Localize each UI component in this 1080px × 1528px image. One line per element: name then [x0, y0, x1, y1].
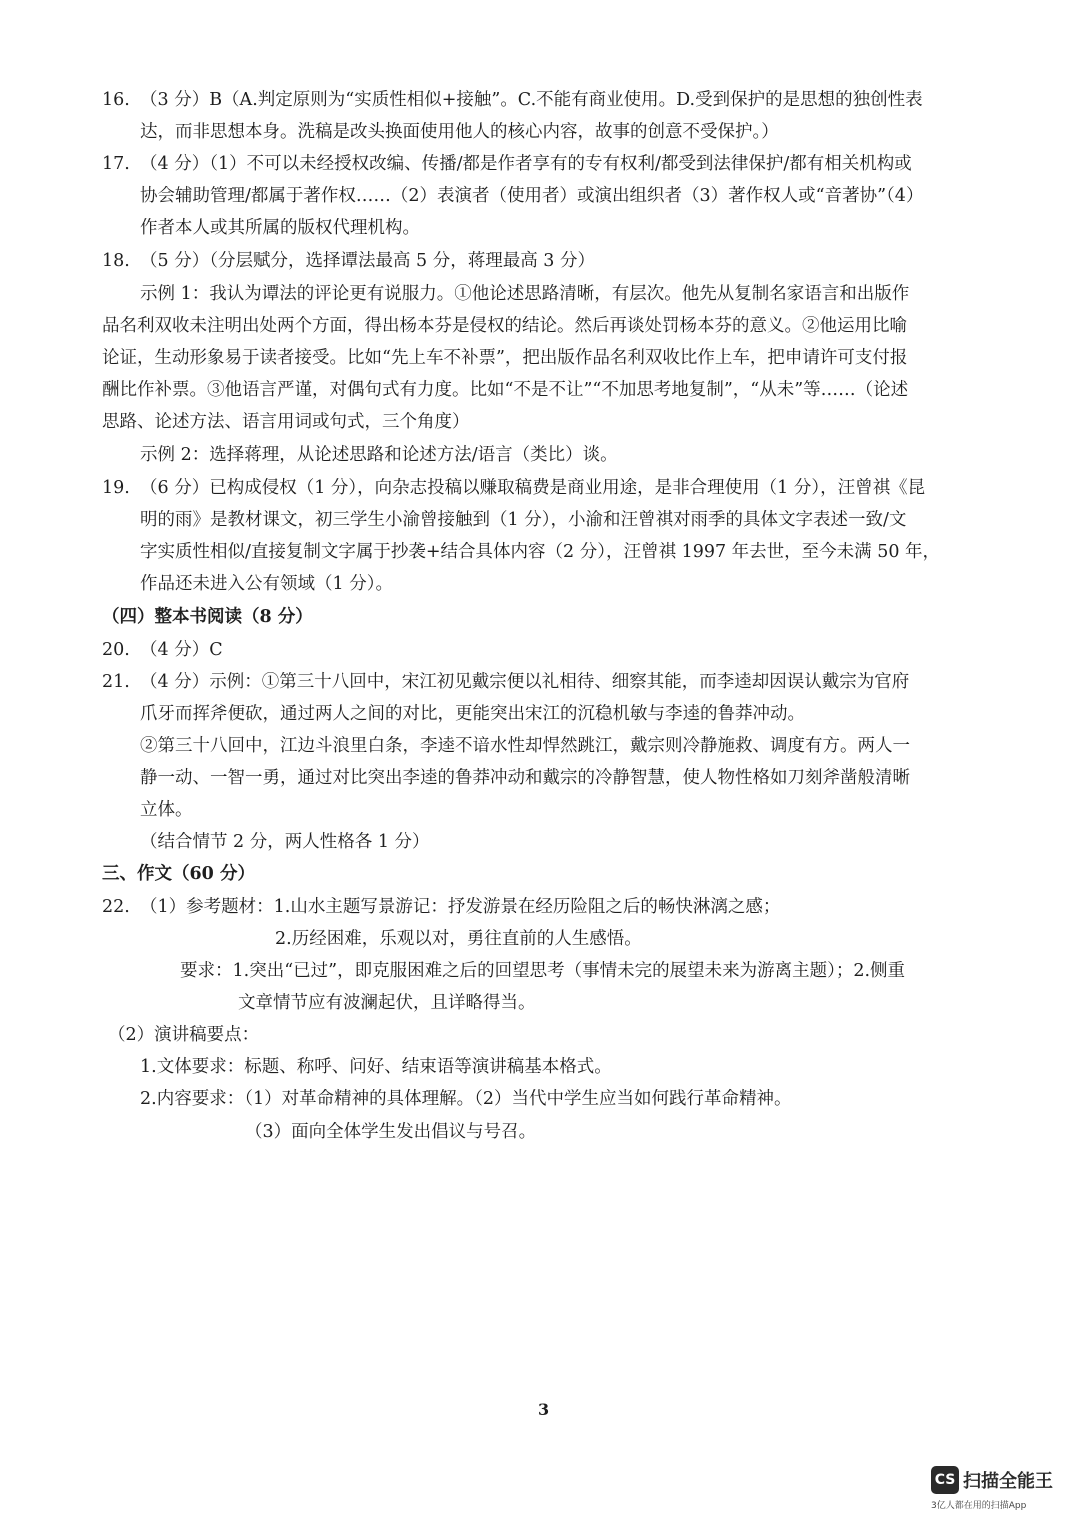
q19-line-2: 明的雨》是教材课文，初三学生小渝曾接触到（1 分），小渝和汪曾祺对雨季的具体文字表述一致/文 [140, 510, 907, 530]
question-number-16: 16. [102, 90, 130, 110]
watermark-subtitle: 3亿人都在用的扫描App [931, 1501, 1027, 1511]
question-number-21: 21. [102, 672, 130, 692]
q18-example-1-line-1: 示例 1：我认为谭法的评论更有说服力。①他论述思路清晰，有层次。他先从复制名家语言和出版作 [140, 284, 910, 304]
q22-speech-point-1: 1.文体要求：标题、称呼、问好、结束语等演讲稿基本格式。 [140, 1057, 612, 1077]
q18-example-2: 示例 2：选择蒋理，从论述思路和论述方法/语言（类比）谈。 [140, 445, 618, 465]
q22-line-1: （1）参考题材：1.山水主题写景游记：抒发游景在经历险阻之后的畅快淋漓之感； [140, 897, 781, 917]
q16-line-2: 达，而非思想本身。洗稿是改头换面使用他人的核心内容，故事的创意不受保护。） [140, 122, 779, 142]
q18-example-1-line-2: 品名利双收未注明出处两个方面，得出杨本芬是侵权的结论。然后再谈处罚杨本芬的意义。②他运用比喻 [102, 316, 907, 336]
q16-line-1: （3 分）B（A.判定原则为“实质性相似+接触”。C.不能有商业使用。D.受到保护的是思想的独创性表 [140, 90, 923, 110]
q22-speech-point-2-sub-3: （3）面向全体学生发出倡议与号召。 [245, 1122, 537, 1142]
question-number-20: 20. [102, 640, 130, 660]
scanner-watermark [931, 1466, 1059, 1512]
question-number-18: 18. [102, 251, 130, 271]
q21-line-5: 立体。 [140, 800, 193, 820]
section-heading-whole-book-reading: （四）整本书阅读（8 分） [102, 607, 313, 627]
q22-line-2: 2.历经困难，乐观以对，勇往直前的人生感悟。 [275, 929, 642, 949]
q21-line-2: 爪牙而挥斧便砍，通过两人之间的对比，更能突出宋江的沉稳机敏与李逵的鲁莽冲动。 [140, 704, 805, 724]
page-number: 3 [538, 1400, 550, 1419]
q21-scoring-note: （结合情节 2 分，两人性格各 1 分） [140, 832, 430, 852]
q18-example-1-line-4: 酬比作补票。③他语言严谨，对偶句式有力度。比如“不是不让”“不加思考地复制”，“从未”等……（论述 [102, 380, 909, 400]
q18-example-1-line-3: 论证，生动形象易于读者接受。比如“先上车不补票”，把出版作品名利双收比作上车，把申请许可支付报 [102, 348, 908, 368]
q19-line-1: （6 分）已构成侵权（1 分），向杂志投稿以赚取稿费是商业用途，是非合理使用（1 分），汪曾祺《昆 [140, 478, 926, 498]
q19-line-4: 作品还未进入公有领域（1 分）。 [140, 574, 393, 594]
q17-line-1: （4 分）（1）不可以未经授权改编、传播/都是作者享有的专有权利/都受到法律保护/都有相关机构或 [140, 154, 912, 174]
q21-line-1: （4 分）示例：①第三十八回中，宋江初见戴宗便以礼相待、细察其能，而李逵却因误认戴宗为官府 [140, 672, 910, 692]
question-number-17: 17. [102, 154, 130, 174]
watermark-title: 扫描全能王 [963, 1471, 1053, 1492]
q22-requirement-line-1: 要求：1.突出“已过”，即克服困难之后的回望思考（事情未完的展望未来为游离主题）；2.侧重 [180, 961, 906, 981]
q19-line-3: 字实质性相似/直接复制文字属于抄袭+结合具体内容（2 分），汪曾祺 1997 年去世，至今未满 50 年， [140, 542, 941, 562]
q18-line-1: （5 分）（分层赋分，选择谭法最高 5 分，蒋理最高 3 分） [140, 251, 595, 271]
question-number-22: 22. [102, 897, 130, 917]
q21-line-3: ②第三十八回中，江边斗浪里白条，李逵不谙水性却悍然跳江，戴宗则冷静施救、调度有方。两人一 [140, 736, 910, 756]
q18-example-1-line-5: 思路、论述方法、语言用词或句式，三个角度） [102, 412, 470, 432]
q22-requirement-line-2: 文章情节应有波澜起伏，且详略得当。 [238, 993, 536, 1013]
q17-line-2: 协会辅助管理/都属于著作权……（2）表演者（使用者）或演出组织者（3）著作权人或“音著协”（4） [140, 186, 924, 206]
cs-logo-icon: CS [931, 1466, 959, 1494]
q17-line-3: 作者本人或其所属的版权代理机构。 [140, 218, 420, 238]
question-number-19: 19. [102, 478, 130, 498]
q22-speech-heading: （2）演讲稿要点： [108, 1025, 260, 1045]
q21-line-4: 静一动、一智一勇，通过对比突出李逵的鲁莽冲动和戴宗的冷静智慧，使人物性格如刀刻斧凿般清晰 [140, 768, 910, 788]
section-heading-composition: 三、作文（60 分） [102, 864, 255, 884]
q20-line-1: （4 分）C [140, 640, 223, 660]
q22-speech-point-2: 2.内容要求：（1）对革命精神的具体理解。（2）当代中学生应当如何践行革命精神。 [140, 1089, 792, 1109]
